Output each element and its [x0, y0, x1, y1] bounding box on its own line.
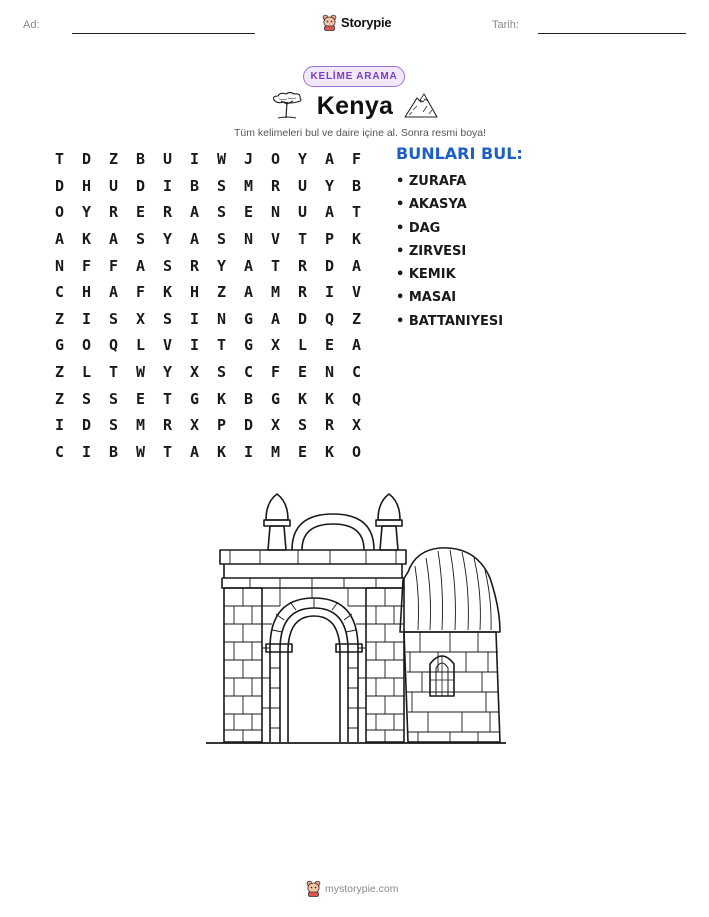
grid-cell: D: [297, 309, 308, 328]
grid-cell: S: [216, 230, 227, 249]
grid-cell: Y: [81, 203, 92, 222]
grid-cell: W: [135, 363, 146, 382]
grid-cell: S: [162, 256, 173, 275]
grid-cell: O: [351, 442, 362, 461]
grid-cell: K: [81, 230, 92, 249]
grid-cell: T: [270, 256, 281, 275]
grid-cell: L: [297, 336, 308, 355]
grid-cell: I: [81, 442, 92, 461]
word-list-item: • BATTANIYESI: [396, 313, 504, 329]
grid-cell: A: [324, 150, 335, 169]
page-title: Kenya: [316, 92, 394, 120]
grid-cell: O: [270, 150, 281, 169]
word-list-title: BUNLARI BUL:: [396, 144, 523, 163]
grid-cell: B: [243, 389, 254, 408]
grid-cell: R: [297, 283, 308, 302]
grid-cell: E: [135, 389, 146, 408]
grid-cell: T: [162, 389, 173, 408]
grid-cell: S: [297, 416, 308, 435]
grid-cell: G: [243, 336, 254, 355]
grid-cell: D: [54, 176, 65, 195]
grid-cell: A: [189, 442, 200, 461]
name-line: [72, 33, 255, 34]
grid-cell: I: [243, 442, 254, 461]
grid-cell: T: [162, 442, 173, 461]
footer: [306, 880, 399, 897]
grid-cell: X: [135, 309, 146, 328]
grid-cell: Z: [54, 309, 65, 328]
grid-cell: A: [270, 309, 281, 328]
grid-cell: A: [243, 256, 254, 275]
grid-cell: K: [351, 230, 362, 249]
grid-cell: R: [189, 256, 200, 275]
acacia-tree-icon: [270, 91, 304, 121]
grid-cell: V: [162, 336, 173, 355]
grid-cell: X: [189, 363, 200, 382]
grid-cell: S: [108, 309, 119, 328]
grid-cell: K: [216, 389, 227, 408]
grid-cell: L: [135, 336, 146, 355]
grid-cell: E: [297, 363, 308, 382]
grid-cell: U: [108, 176, 119, 195]
grid-cell: G: [243, 309, 254, 328]
grid-cell: X: [189, 416, 200, 435]
grid-cell: I: [81, 309, 92, 328]
grid-cell: W: [216, 150, 227, 169]
grid-cell: I: [189, 309, 200, 328]
grid-cell: A: [324, 203, 335, 222]
grid-cell: F: [108, 256, 119, 275]
grid-cell: A: [351, 336, 362, 355]
grid-cell: I: [162, 176, 173, 195]
grid-cell: I: [189, 150, 200, 169]
grid-cell: T: [108, 363, 119, 382]
grid-cell: R: [297, 256, 308, 275]
grid-cell: X: [270, 416, 281, 435]
grid-cell: Z: [108, 150, 119, 169]
grid-cell: A: [135, 256, 146, 275]
grid-cell: S: [162, 309, 173, 328]
grid-cell: A: [189, 203, 200, 222]
grid-cell: K: [162, 283, 173, 302]
word-list-item: • ZIRVESI: [396, 243, 467, 259]
grid-cell: B: [135, 150, 146, 169]
grid-cell: H: [189, 283, 200, 302]
grid-cell: Z: [54, 389, 65, 408]
grid-cell: Q: [351, 389, 362, 408]
grid-cell: S: [216, 363, 227, 382]
grid-cell: P: [324, 230, 335, 249]
grid-cell: A: [351, 256, 362, 275]
grid-cell: T: [216, 336, 227, 355]
grid-cell: O: [81, 336, 92, 355]
grid-cell: C: [54, 283, 65, 302]
grid-cell: C: [243, 363, 254, 382]
grid-cell: T: [54, 150, 65, 169]
grid-cell: E: [243, 203, 254, 222]
grid-cell: V: [270, 230, 281, 249]
grid-cell: K: [324, 442, 335, 461]
grid-cell: F: [351, 150, 362, 169]
date-line: [538, 33, 686, 34]
grid-cell: R: [108, 203, 119, 222]
grid-cell: N: [243, 230, 254, 249]
grid-cell: J: [243, 150, 254, 169]
grid-cell: N: [216, 309, 227, 328]
word-search-grid: [46, 146, 370, 465]
grid-cell: Z: [351, 309, 362, 328]
grid-cell: D: [81, 150, 92, 169]
grid-cell: U: [297, 176, 308, 195]
arched-gate-and-hut-illustration: [200, 488, 512, 748]
name-label: Ad:: [23, 19, 40, 31]
grid-cell: F: [270, 363, 281, 382]
mountain-icon: [403, 88, 439, 120]
grid-cell: V: [351, 283, 362, 302]
grid-cell: M: [135, 416, 146, 435]
brand-name: Storypie: [341, 14, 392, 30]
grid-cell: B: [351, 176, 362, 195]
grid-cell: Y: [162, 230, 173, 249]
grid-cell: G: [54, 336, 65, 355]
footer-site: mystorypie.com: [325, 882, 399, 895]
grid-cell: S: [135, 230, 146, 249]
grid-cell: Z: [216, 283, 227, 302]
grid-cell: A: [108, 230, 119, 249]
grid-cell: I: [54, 416, 65, 435]
grid-cell: A: [54, 230, 65, 249]
grid-cell: N: [270, 203, 281, 222]
grid-cell: D: [324, 256, 335, 275]
grid-cell: D: [135, 176, 146, 195]
brand: [322, 12, 391, 32]
grid-cell: B: [108, 442, 119, 461]
grid-cell: D: [81, 416, 92, 435]
grid-cell: A: [243, 283, 254, 302]
grid-cell: M: [270, 442, 281, 461]
grid-cell: S: [216, 203, 227, 222]
grid-cell: I: [324, 283, 335, 302]
grid-cell: H: [81, 283, 92, 302]
grid-cell: X: [270, 336, 281, 355]
grid-cell: H: [81, 176, 92, 195]
date-label: Tarih:: [492, 19, 519, 31]
grid-cell: K: [216, 442, 227, 461]
grid-cell: R: [270, 176, 281, 195]
grid-cell: Q: [324, 309, 335, 328]
grid-cell: S: [108, 416, 119, 435]
word-search-badge: KELİME ARAMA: [303, 66, 405, 87]
grid-cell: Y: [162, 363, 173, 382]
grid-cell: C: [54, 442, 65, 461]
grid-cell: P: [216, 416, 227, 435]
grid-cell: G: [270, 389, 281, 408]
grid-cell: S: [216, 176, 227, 195]
grid-cell: G: [189, 389, 200, 408]
grid-cell: C: [351, 363, 362, 382]
grid-cell: E: [297, 442, 308, 461]
storypie-footer-logo-icon: [306, 880, 321, 897]
storypie-logo-icon: [322, 14, 337, 31]
grid-cell: N: [324, 363, 335, 382]
grid-cell: Z: [54, 363, 65, 382]
grid-cell: F: [81, 256, 92, 275]
word-list-item: • AKASYA: [396, 197, 467, 213]
word-list-item: • KEMIK: [396, 267, 456, 283]
grid-cell: M: [243, 176, 254, 195]
grid-cell: I: [189, 336, 200, 355]
grid-cell: T: [297, 230, 308, 249]
grid-cell: K: [324, 389, 335, 408]
grid-cell: B: [189, 176, 200, 195]
grid-cell: U: [162, 150, 173, 169]
grid-cell: R: [324, 416, 335, 435]
grid-cell: A: [108, 283, 119, 302]
word-list-item: • MASAI: [396, 290, 457, 306]
instructions: Tüm kelimeleri bul ve daire içine al. Sonra resmi boya!: [233, 127, 487, 139]
grid-cell: S: [81, 389, 92, 408]
grid-cell: Y: [297, 150, 308, 169]
grid-cell: X: [351, 416, 362, 435]
grid-cell: T: [351, 203, 362, 222]
grid-cell: U: [297, 203, 308, 222]
grid-cell: Y: [324, 176, 335, 195]
grid-cell: E: [135, 203, 146, 222]
grid-cell: F: [135, 283, 146, 302]
word-list: [396, 170, 503, 333]
grid-cell: A: [189, 230, 200, 249]
grid-cell: K: [297, 389, 308, 408]
word-list-item: • ZURAFA: [396, 174, 467, 189]
grid-cell: E: [324, 336, 335, 355]
grid-cell: S: [108, 389, 119, 408]
grid-cell: R: [162, 203, 173, 222]
grid-cell: D: [243, 416, 254, 435]
word-list-item: • DAG: [396, 220, 441, 236]
grid-cell: W: [135, 442, 146, 461]
grid-cell: N: [54, 256, 65, 275]
grid-cell: R: [162, 416, 173, 435]
grid-cell: O: [54, 203, 65, 222]
grid-cell: Y: [216, 256, 227, 275]
grid-cell: L: [81, 363, 92, 382]
grid-cell: M: [270, 283, 281, 302]
grid-cell: Q: [108, 336, 119, 355]
